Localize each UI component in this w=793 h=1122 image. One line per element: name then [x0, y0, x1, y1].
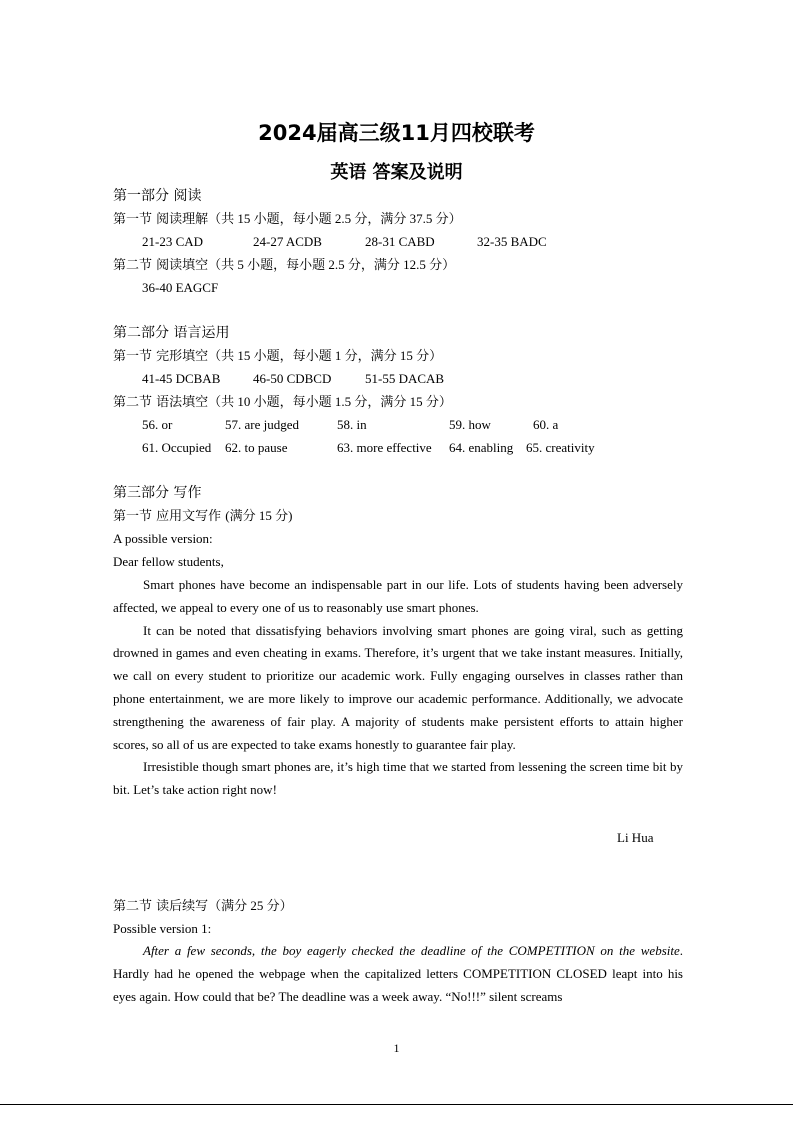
answer-group: 21-23 CAD: [142, 234, 204, 249]
letter-paragraph: Irresistible though smart phones are, it’s high time that we started from lessening the screen time bit by bit. Let’s take action right now!: [113, 759, 683, 798]
continuation-text: . Hardly had he opened the webpage when the capitalized letters COMPETITION CLOSED leapt into his eyes again. How could that be? The deadline was a week away. “No!!!” silent screams: [113, 943, 683, 1004]
part3-heading: 第三部分 写作: [113, 485, 202, 501]
letter-paragraph: It can be noted that dissatisfying behaviors involving smart phones are going viral, such as getting drowned in games and even cheating in exams. Therefore, it’s urgent that we take instant measures. Initially, we call on every student to prioritize our academic work. Fully engaging ourselves in classes rather than phone entertainment, we are more likely to improve our academic performance. Additionally, we advocate strengthening the awareness of fair play. A majority of students make persistent efforts to attain higher scores, so all of us are expected to take exams honestly to guarantee fair play.: [113, 622, 683, 752]
continuation-lead: After a few seconds, the boy eagerly checked the deadline of the COMPETITION on the website: [143, 943, 680, 958]
section-label: 第二节 阅读填空: [113, 258, 209, 273]
grammar-answer: 58. in: [337, 417, 367, 432]
part1-sec1-title: [113, 210, 462, 229]
part1-sec2-title: [113, 256, 455, 275]
part3-sec1-title: [113, 507, 292, 526]
part1-heading: 第一部分 阅读: [113, 188, 202, 204]
grammar-answer: 59. how: [449, 417, 491, 432]
grammar-answer: 57. are judged: [225, 417, 300, 432]
section-label: 第一节 阅读理解: [113, 212, 209, 227]
grammar-answer: 56. or: [142, 417, 173, 432]
section-note: （共 5 小题，每小题 2.5 分，满分 12.5 分）: [208, 257, 456, 272]
part3-sec2-title: [113, 897, 293, 916]
section-note: (满分 15 分): [225, 508, 293, 523]
letter-body: [113, 574, 683, 802]
answer-group: 28-31 CABD: [365, 234, 435, 249]
answer-group: 46-50 CDBCD: [253, 371, 332, 386]
section-note: （共 15 小题，每小题 1 分，满分 15 分）: [208, 348, 443, 363]
part2-sec2-title: [113, 393, 452, 412]
continuation-body: [113, 940, 683, 1008]
section-label: 第一节 完形填空: [113, 349, 209, 364]
answer-group: 36-40 EAGCF: [142, 280, 219, 295]
continuation-paragraph: [113, 940, 683, 1008]
grammar-answer: 62. to pause: [225, 440, 288, 455]
answer-group: 51-55 DACAB: [365, 371, 445, 386]
part2-sec1-title: [113, 347, 442, 366]
part2-heading: 第二部分 语言运用: [113, 325, 230, 341]
section-label: 第二节 读后续写: [113, 899, 209, 914]
section-label: 第一节 应用文写作: [113, 509, 222, 524]
letter-signature: Li Hua: [617, 830, 654, 845]
grammar-answer: 63. more effective: [337, 440, 432, 455]
document-subtitle: 英语 答案及说明: [330, 162, 463, 183]
document-title: 2024届高三级11月四校联考: [258, 121, 535, 145]
grammar-answer: 60. a: [533, 417, 559, 432]
page-number: 1: [393, 1041, 400, 1055]
section-note: （共 15 小题，每小题 2.5 分，满分 37.5 分）: [208, 211, 462, 226]
section-note: （共 10 小题，每小题 1.5 分，满分 15 分）: [208, 394, 452, 409]
letter-paragraph: Smart phones have become an indispensable part in our life. Lots of students having been adversely affected, we appeal to every one of us to reasonably use smart phones.: [113, 577, 683, 615]
footer-divider: [0, 1104, 793, 1105]
answer-group: 32-35 BADC: [477, 234, 547, 249]
answer-group: 24-27 ACDB: [253, 234, 322, 249]
section-note: （满分 25 分）: [208, 898, 293, 913]
version-label: Possible version 1:: [113, 921, 212, 936]
grammar-answer: 64. enabling: [449, 440, 514, 455]
grammar-answer: 61. Occupied: [142, 440, 212, 455]
letter-greeting: Dear fellow students,: [113, 554, 224, 569]
section-label: 第二节 语法填空: [113, 395, 209, 410]
answer-group: 41-45 DCBAB: [142, 371, 221, 386]
grammar-answer: 65. creativity: [526, 440, 595, 455]
version-label: A possible version:: [113, 531, 213, 546]
